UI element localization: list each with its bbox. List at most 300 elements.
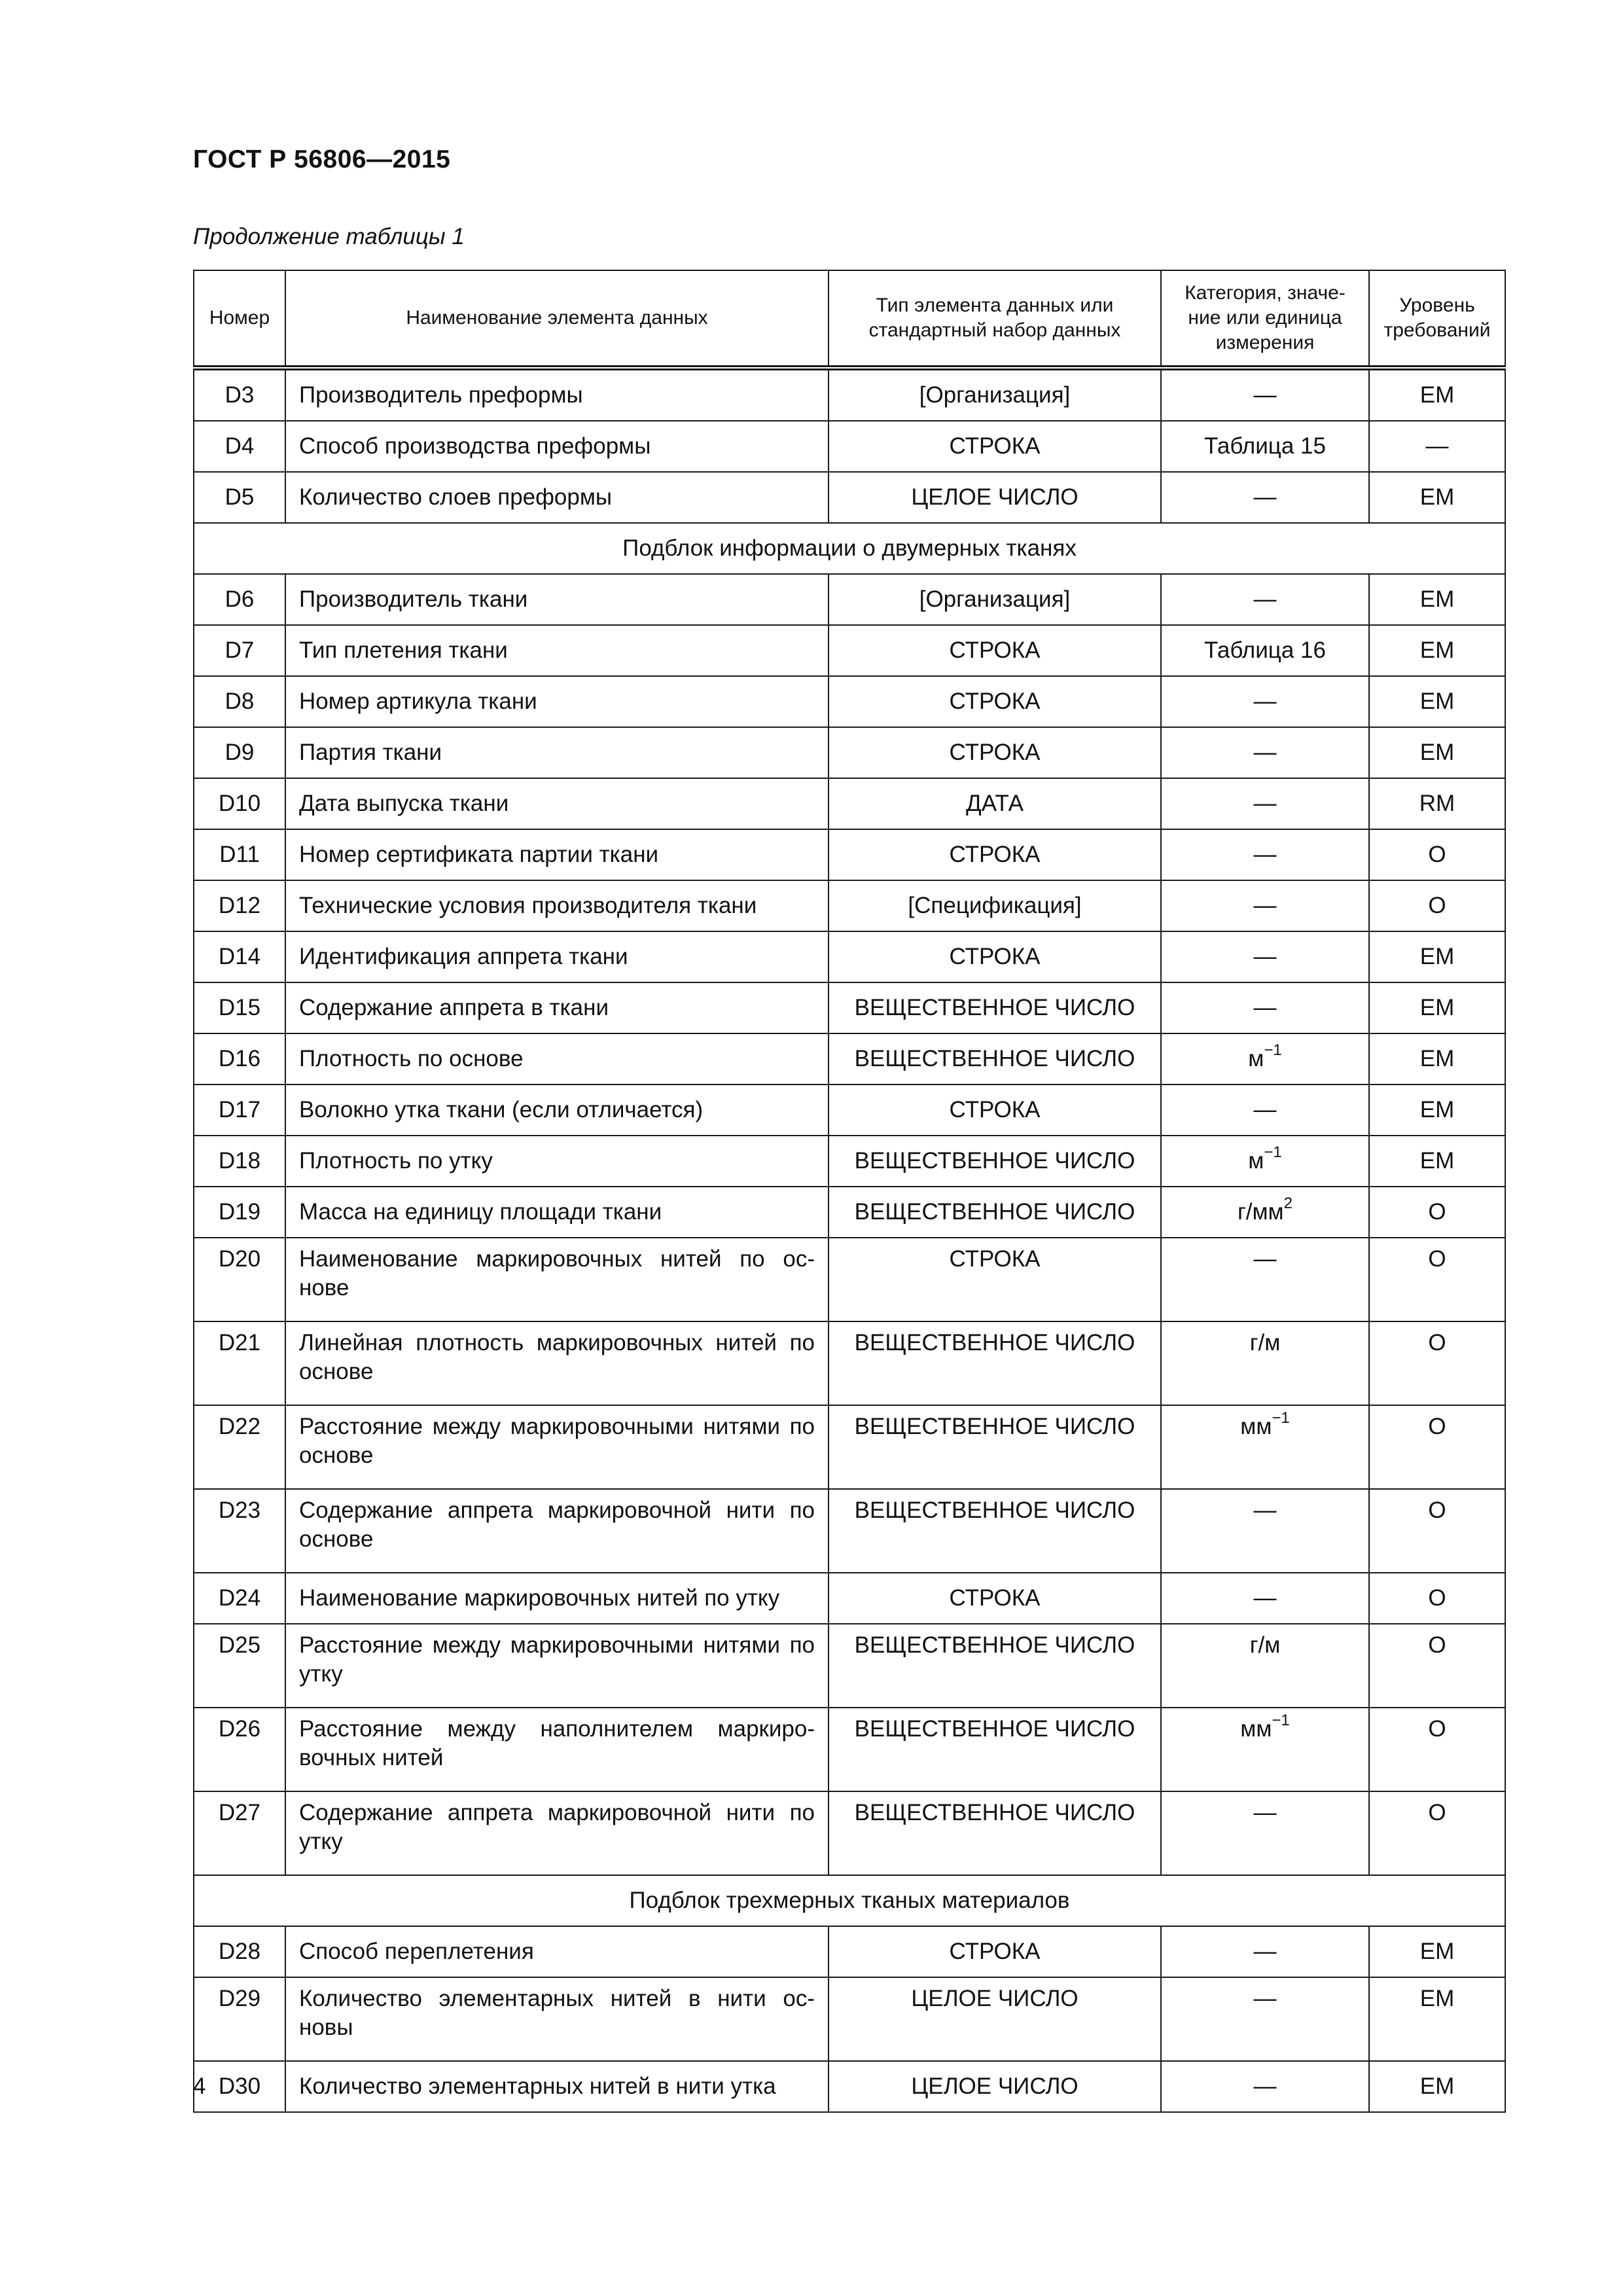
- table-row: [194, 472, 1505, 523]
- cell-level: [1369, 727, 1505, 778]
- cell-level: [1369, 1708, 1505, 1791]
- cell-number: [194, 1238, 285, 1321]
- cell-number-text: D18: [218, 1148, 261, 1174]
- cell-level: [1369, 676, 1505, 727]
- cell-name: [285, 931, 829, 982]
- cell-type-text: ВЕЩЕСТВЕННОЕ ЧИСЛО: [854, 1199, 1135, 1225]
- cell-name-text: Плотность по утку: [299, 1148, 493, 1174]
- cell-category-text: —: [1253, 689, 1277, 714]
- cell-level: [1369, 1573, 1505, 1624]
- cell-name-text: Производитель ткани: [299, 586, 528, 612]
- cell-category: [1161, 1405, 1369, 1489]
- cell-name-text: Технические условия производителя ткани: [299, 893, 757, 918]
- cell-type: [829, 982, 1161, 1033]
- cell-level: [1369, 880, 1505, 931]
- cell-name: [285, 472, 829, 523]
- cell-number-text: D22: [218, 1414, 261, 1439]
- cell-number: [194, 676, 285, 727]
- cell-name: [285, 982, 829, 1033]
- cell-level: [1369, 1085, 1505, 1136]
- cell-category: [1161, 982, 1369, 1033]
- cell-name-text: Количество элементарных нитей в нити ос-новы: [299, 1986, 815, 2040]
- cell-type-text: СТРОКА: [949, 740, 1041, 765]
- cell-number: [194, 1573, 285, 1624]
- cell-name-text: Способ производства преформы: [299, 433, 651, 459]
- cell-number: [194, 574, 285, 625]
- cell-number-text: D14: [218, 944, 261, 969]
- cell-category-text: мм: [1240, 1414, 1272, 1439]
- header-type-line: стандартный набор данных: [868, 319, 1121, 341]
- cell-name-text: Тип плетения ткани: [299, 637, 508, 663]
- cell-category-text: —: [1253, 484, 1277, 510]
- cell-level: [1369, 1624, 1505, 1708]
- cell-type-text: ЦЕЛОЕ ЧИСЛО: [911, 1986, 1079, 2011]
- cell-number: [194, 1321, 285, 1405]
- subheader-row: [194, 1875, 1505, 1926]
- cell-category: [1161, 829, 1369, 880]
- cell-number: [194, 1708, 285, 1791]
- cell-number-text: D26: [218, 1716, 261, 1742]
- table-row: [194, 1033, 1505, 1085]
- cell-level-text: O: [1428, 1414, 1446, 1439]
- cell-number-text: D15: [218, 995, 261, 1020]
- table-row: [194, 2061, 1505, 2112]
- cell-category: [1161, 368, 1369, 421]
- cell-number-text: D12: [218, 893, 261, 918]
- cell-level: [1369, 1033, 1505, 1085]
- cell-level: [1369, 982, 1505, 1033]
- cell-level: [1369, 421, 1505, 472]
- cell-category: [1161, 472, 1369, 523]
- cell-type: [829, 625, 1161, 676]
- table-row: [194, 1708, 1505, 1791]
- table-row: [194, 1977, 1505, 2061]
- cell-level: [1369, 1187, 1505, 1238]
- table-row: [194, 1573, 1505, 1624]
- cell-level: [1369, 1321, 1505, 1405]
- cell-type-text: ЦЕЛОЕ ЧИСЛО: [911, 2073, 1079, 2099]
- cell-type-text: СТРОКА: [949, 944, 1041, 969]
- cell-number: [194, 1187, 285, 1238]
- subheader-row: [194, 523, 1505, 574]
- subheader-title: Подблок трехмерных тканых материалов: [194, 1875, 1505, 1926]
- cell-type-text: ВЕЩЕСТВЕННОЕ ЧИСЛО: [854, 1632, 1135, 1658]
- header-category: [1161, 270, 1369, 368]
- unit-exponent: −1: [1272, 1712, 1290, 1730]
- cell-name-text: Расстояние между наполнителем маркиро-вочных нитей: [299, 1716, 815, 1770]
- cell-level-text: EM: [1419, 382, 1455, 408]
- cell-level-text: O: [1428, 1498, 1446, 1523]
- cell-name: [285, 778, 829, 829]
- cell-category: [1161, 1489, 1369, 1573]
- cell-name: [285, 1624, 829, 1708]
- cell-number-text: D16: [218, 1046, 261, 1071]
- table-row: [194, 421, 1505, 472]
- cell-category-text: —: [1253, 1800, 1277, 1825]
- cell-name: [285, 1405, 829, 1489]
- cell-number: [194, 880, 285, 931]
- cell-category: [1161, 2061, 1369, 2112]
- cell-number-text: D27: [218, 1800, 261, 1825]
- table-row: [194, 1085, 1505, 1136]
- cell-type: [829, 1708, 1161, 1791]
- table-row: [194, 982, 1505, 1033]
- cell-name: [285, 421, 829, 472]
- cell-category-text: —: [1253, 1585, 1277, 1611]
- cell-type-text: СТРОКА: [949, 689, 1041, 714]
- cell-type: [829, 676, 1161, 727]
- cell-type: [829, 1321, 1161, 1405]
- table-row: [194, 1136, 1505, 1187]
- cell-number-text: D23: [218, 1498, 261, 1523]
- cell-name: [285, 727, 829, 778]
- cell-category: [1161, 1708, 1369, 1791]
- cell-name: [285, 1136, 829, 1187]
- cell-number: [194, 2061, 285, 2112]
- cell-level-text: O: [1428, 893, 1446, 918]
- cell-level-text: EM: [1419, 1986, 1455, 2011]
- cell-name: [285, 1791, 829, 1875]
- cell-name-text: Количество слоев преформы: [299, 484, 613, 510]
- cell-category-text: —: [1253, 893, 1277, 918]
- cell-type-text: ВЕЩЕСТВЕННОЕ ЧИСЛО: [854, 1414, 1135, 1439]
- cell-type: [829, 574, 1161, 625]
- cell-number-text: D20: [218, 1246, 261, 1272]
- cell-level-text: O: [1428, 1800, 1446, 1825]
- cell-name-text: Расстояние между маркировочными нитями по основе: [299, 1414, 815, 1468]
- cell-name: [285, 829, 829, 880]
- cell-category: [1161, 421, 1369, 472]
- cell-category-text: —: [1253, 2073, 1277, 2099]
- header-number: Номер: [194, 270, 285, 368]
- header-category-line: Категория, значе-: [1185, 282, 1346, 304]
- cell-category-text: —: [1253, 995, 1277, 1020]
- table-row: [194, 1791, 1505, 1875]
- cell-name-text: Количество элементарных нитей в нити утка: [299, 2073, 776, 2099]
- cell-type: [829, 1573, 1161, 1624]
- header-category-line: измерения: [1215, 332, 1315, 353]
- cell-level-text: EM: [1419, 1097, 1455, 1122]
- header-level-line: Уровень: [1399, 295, 1475, 316]
- cell-level-text: —: [1425, 433, 1449, 459]
- cell-type: [829, 1926, 1161, 1977]
- cell-name: [285, 368, 829, 421]
- cell-category: [1161, 931, 1369, 982]
- cell-number: [194, 368, 285, 421]
- cell-level: [1369, 2061, 1505, 2112]
- data-elements-table: [193, 270, 1506, 2113]
- cell-name: [285, 1573, 829, 1624]
- cell-category: [1161, 778, 1369, 829]
- table-row: [194, 1926, 1505, 1977]
- cell-category-text: —: [1253, 740, 1277, 765]
- cell-name-text: Содержание аппрета в ткани: [299, 995, 609, 1020]
- cell-type-text: СТРОКА: [949, 433, 1041, 459]
- cell-type-text: СТРОКА: [949, 1585, 1041, 1611]
- cell-type-text: ВЕЩЕСТВЕННОЕ ЧИСЛО: [854, 1800, 1135, 1825]
- cell-number: [194, 1405, 285, 1489]
- cell-name-text: Содержание аппрета маркировочной нити по утку: [299, 1800, 815, 1854]
- header-category-line: ние или единица: [1188, 307, 1342, 329]
- cell-level-text: EM: [1419, 484, 1455, 510]
- cell-type-text: СТРОКА: [949, 1246, 1041, 1272]
- table-row: [194, 1405, 1505, 1489]
- cell-number-text: D24: [218, 1585, 261, 1611]
- cell-category: [1161, 1085, 1369, 1136]
- table-row: [194, 880, 1505, 931]
- cell-number: [194, 1136, 285, 1187]
- table-row: [194, 1624, 1505, 1708]
- table-row: [194, 1321, 1505, 1405]
- header-level-line: требований: [1383, 319, 1491, 341]
- cell-category: [1161, 574, 1369, 625]
- header-type: [829, 270, 1161, 368]
- cell-number: [194, 727, 285, 778]
- cell-number: [194, 931, 285, 982]
- cell-number-text: D9: [224, 740, 255, 765]
- cell-type-text: ВЕЩЕСТВЕННОЕ ЧИСЛО: [854, 1498, 1135, 1523]
- table-row: [194, 676, 1505, 727]
- table-row: [194, 1187, 1505, 1238]
- cell-category-text: —: [1253, 1939, 1277, 1964]
- cell-number: [194, 829, 285, 880]
- cell-number-text: D10: [218, 791, 261, 816]
- cell-category-text: м: [1248, 1148, 1264, 1174]
- cell-type: [829, 727, 1161, 778]
- unit-exponent: −1: [1272, 1409, 1290, 1427]
- cell-type: [829, 778, 1161, 829]
- cell-name: [285, 1238, 829, 1321]
- cell-category-text: мм: [1240, 1716, 1272, 1742]
- cell-number-text: D25: [218, 1632, 261, 1658]
- table-caption: Продолжение таблицы 1: [193, 224, 465, 249]
- cell-name: [285, 1085, 829, 1136]
- cell-category: [1161, 1977, 1369, 2061]
- cell-level-text: EM: [1419, 689, 1455, 714]
- header-level: [1369, 270, 1505, 368]
- cell-name: [285, 1977, 829, 2061]
- cell-name-text: Номер артикула ткани: [299, 689, 537, 714]
- table-row: [194, 727, 1505, 778]
- cell-number-text: D21: [218, 1330, 261, 1355]
- unit-exponent: −1: [1264, 1143, 1282, 1162]
- cell-number: [194, 1977, 285, 2061]
- cell-number-text: D4: [224, 433, 255, 459]
- table-row: [194, 931, 1505, 982]
- cell-number-text: D30: [218, 2073, 261, 2099]
- cell-type-text: ВЕЩЕСТВЕННОЕ ЧИСЛО: [854, 1716, 1135, 1742]
- cell-number-text: D17: [218, 1097, 261, 1122]
- cell-category-text: г/м: [1249, 1330, 1281, 1355]
- cell-number-text: D28: [218, 1939, 261, 1964]
- cell-number: [194, 982, 285, 1033]
- cell-category: [1161, 1926, 1369, 1977]
- cell-type: [829, 1136, 1161, 1187]
- cell-level: [1369, 625, 1505, 676]
- cell-type: [829, 421, 1161, 472]
- cell-level-text: EM: [1419, 1046, 1455, 1071]
- cell-type-text: СТРОКА: [949, 1097, 1041, 1122]
- cell-number: [194, 1624, 285, 1708]
- cell-number: [194, 1489, 285, 1573]
- cell-number: [194, 1085, 285, 1136]
- cell-category: [1161, 880, 1369, 931]
- cell-name-text: Плотность по основе: [299, 1046, 524, 1071]
- cell-category-text: —: [1253, 1097, 1277, 1122]
- cell-level-text: RM: [1419, 791, 1455, 816]
- cell-level-text: O: [1428, 1585, 1446, 1611]
- cell-category-text: —: [1253, 382, 1277, 408]
- cell-name-text: Способ переплетения: [299, 1939, 534, 1964]
- cell-number: [194, 1033, 285, 1085]
- cell-type-text: ЦЕЛОЕ ЧИСЛО: [911, 484, 1079, 510]
- cell-number-text: D8: [224, 689, 255, 714]
- cell-number-text: D6: [224, 586, 255, 612]
- cell-level: [1369, 1489, 1505, 1573]
- cell-name-text: Дата выпуска ткани: [299, 791, 509, 816]
- table-row: [194, 368, 1505, 421]
- cell-level-text: EM: [1419, 637, 1455, 663]
- cell-name: [285, 1489, 829, 1573]
- cell-name-text: Наименование маркировочных нитей по ос-нове: [299, 1246, 815, 1300]
- cell-level: [1369, 1136, 1505, 1187]
- table-row: [194, 574, 1505, 625]
- unit-exponent: −1: [1264, 1041, 1282, 1060]
- cell-number-text: D29: [218, 1986, 261, 2011]
- cell-category: [1161, 625, 1369, 676]
- cell-number-text: D3: [224, 382, 255, 408]
- cell-name: [285, 1926, 829, 1977]
- cell-name-text: Линейная плотность маркировочных нитей по основе: [299, 1330, 815, 1384]
- cell-name-text: Масса на единицу площади ткани: [299, 1199, 662, 1225]
- cell-type: [829, 1624, 1161, 1708]
- cell-level-text: O: [1428, 1246, 1446, 1272]
- cell-type-text: СТРОКА: [949, 637, 1041, 663]
- cell-level-text: O: [1428, 842, 1446, 867]
- cell-level: [1369, 1238, 1505, 1321]
- table-row: [194, 778, 1505, 829]
- cell-level: [1369, 778, 1505, 829]
- cell-name-text: Содержание аппрета маркировочной нити по основе: [299, 1498, 815, 1552]
- cell-number: [194, 625, 285, 676]
- cell-level-text: EM: [1419, 1148, 1455, 1174]
- cell-type-text: ВЕЩЕСТВЕННОЕ ЧИСЛО: [854, 1046, 1135, 1071]
- cell-category: [1161, 1136, 1369, 1187]
- cell-type-text: ДАТА: [966, 791, 1024, 816]
- cell-name-text: Идентификация аппрета ткани: [299, 944, 628, 969]
- cell-name-text: Номер сертификата партии ткани: [299, 842, 659, 867]
- cell-level-text: EM: [1419, 586, 1455, 612]
- cell-number: [194, 472, 285, 523]
- cell-category-text: Таблица 15: [1204, 433, 1326, 459]
- cell-type: [829, 1791, 1161, 1875]
- cell-level: [1369, 472, 1505, 523]
- cell-category-text: г/м: [1249, 1632, 1281, 1658]
- subheader-title: Подблок информации о двумерных тканях: [194, 523, 1505, 574]
- cell-name-text: Производитель преформы: [299, 382, 583, 408]
- cell-type: [829, 472, 1161, 523]
- cell-category: [1161, 1791, 1369, 1875]
- cell-category: [1161, 1033, 1369, 1085]
- cell-name: [285, 1708, 829, 1791]
- cell-type: [829, 829, 1161, 880]
- cell-type: [829, 368, 1161, 421]
- cell-level-text: O: [1428, 1330, 1446, 1355]
- cell-level-text: EM: [1419, 740, 1455, 765]
- table-row: [194, 1489, 1505, 1573]
- cell-level: [1369, 1405, 1505, 1489]
- cell-name: [285, 676, 829, 727]
- cell-type-text: ВЕЩЕСТВЕННОЕ ЧИСЛО: [854, 1330, 1135, 1355]
- cell-category-text: г/мм: [1238, 1199, 1284, 1225]
- cell-number: [194, 778, 285, 829]
- cell-type: [829, 880, 1161, 931]
- cell-category-text: —: [1253, 791, 1277, 816]
- cell-name: [285, 625, 829, 676]
- table-row: [194, 625, 1505, 676]
- cell-type-text: [Организация]: [919, 586, 1071, 612]
- cell-category: [1161, 1321, 1369, 1405]
- cell-category: [1161, 727, 1369, 778]
- cell-level-text: O: [1428, 1632, 1446, 1658]
- cell-level: [1369, 1926, 1505, 1977]
- cell-level-text: EM: [1419, 944, 1455, 969]
- cell-category: [1161, 1573, 1369, 1624]
- cell-level-text: O: [1428, 1716, 1446, 1742]
- cell-category: [1161, 676, 1369, 727]
- table-header-row: [194, 270, 1505, 368]
- cell-number-text: D11: [219, 842, 260, 867]
- cell-number-text: D5: [224, 484, 255, 510]
- cell-level: [1369, 1977, 1505, 2061]
- cell-level-text: EM: [1419, 1939, 1455, 1964]
- cell-type: [829, 1238, 1161, 1321]
- cell-name: [285, 574, 829, 625]
- cell-level-text: EM: [1419, 995, 1455, 1020]
- cell-name-text: Расстояние между маркировочными нитями по утку: [299, 1632, 815, 1687]
- cell-level: [1369, 931, 1505, 982]
- cell-name: [285, 2061, 829, 2112]
- cell-number: [194, 1926, 285, 1977]
- table-row: [194, 1238, 1505, 1321]
- cell-type: [829, 1033, 1161, 1085]
- cell-category-text: м: [1248, 1046, 1264, 1071]
- cell-category-text: Таблица 16: [1204, 637, 1326, 663]
- cell-category-text: —: [1253, 944, 1277, 969]
- cell-number-text: D19: [218, 1199, 261, 1225]
- cell-type-text: ВЕЩЕСТВЕННОЕ ЧИСЛО: [854, 995, 1135, 1020]
- cell-number: [194, 421, 285, 472]
- cell-category-text: —: [1253, 1246, 1277, 1272]
- cell-level: [1369, 368, 1505, 421]
- table-row: [194, 829, 1505, 880]
- cell-category-text: —: [1253, 842, 1277, 867]
- cell-level: [1369, 574, 1505, 625]
- cell-type: [829, 1489, 1161, 1573]
- cell-type-text: [Спецификация]: [908, 893, 1082, 918]
- cell-type-text: СТРОКА: [949, 842, 1041, 867]
- cell-level: [1369, 829, 1505, 880]
- cell-type: [829, 1977, 1161, 2061]
- cell-category: [1161, 1238, 1369, 1321]
- cell-category: [1161, 1187, 1369, 1238]
- cell-type: [829, 931, 1161, 982]
- cell-level-text: O: [1428, 1199, 1446, 1225]
- cell-name: [285, 880, 829, 931]
- cell-category-text: —: [1253, 1986, 1277, 2011]
- cell-type: [829, 1187, 1161, 1238]
- header-name: Наименование элемента данных: [285, 270, 829, 368]
